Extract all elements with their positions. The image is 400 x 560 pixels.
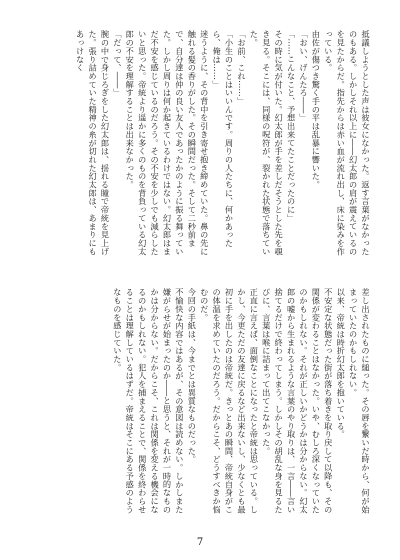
dialogue-line: 「おい、げんたろ――」 bbox=[298, 30, 309, 122]
paragraph: 迷うように、その背中を引き寄せ抱き締めていた。鼻の先に触れる髪の香りがした。その瞬間だった。そして二秒前まで、自分達は仲の良い友人であったかのように振る舞っていた。しかし周りは何か起きているわけではない。幻太郎はまだ不安を感じているのだろう。その不安を少しでも減らしたいと思った。帝統より遥かに多くのものを背負っている幻太郎の不安を理解することは出来なかった。 bbox=[125, 30, 210, 256]
paragraph: 正直に言えば、面倒なことになったと帝統は思っている。しかし、今更ただの友達に戻るなど出来ないし、少なくとも最初に手を出したのは帝統だ。きっとあの瞬間、帝統自身がこの体温を求めていたのだろう。だからこそ、どうすべきか悩むのだ。 bbox=[199, 288, 260, 514]
paragraph: 由佐が傷つき驚く手の平は乱暴に響いた。 bbox=[311, 30, 322, 189]
paragraph: 腕の中で身じろぎをした幻太郎は、揺れる瞳で帝統を見上げた。張り詰めていた精神の糸が切れた幻太郎は、あまりにもあっけなく bbox=[75, 30, 111, 256]
text-block-upper bbox=[32, 30, 372, 262]
dialogue-line: 「……こんなこと、予想出来てたことだったのに」 bbox=[286, 30, 297, 223]
paragraph: 今回の手紙は、今までとは異質なものだった。 bbox=[187, 288, 198, 464]
dialogue-line: 「お前、これ……」 bbox=[236, 30, 247, 106]
dialogue-line: 「だって、――」 bbox=[112, 30, 123, 97]
paragraph: 抵議しようとした声は彼女になかった。返す言葉がなかったのもある。しかしそれ以上に――幻太郎の肩が震えているのを見たからだ。指先からは赤い血が流れ出し、床に染みを作っている。 bbox=[323, 30, 371, 256]
page-number: 7 bbox=[196, 537, 204, 548]
paragraph: その時に気が付いた。幻太郎が手を差しだそうとした先を覗き見る。そこには、同様の呪符が、裂かれた状態で落ちていた。 bbox=[249, 30, 285, 256]
paragraph: 以来、帝統は時折幻太郎を抱いている。 bbox=[336, 288, 347, 439]
text-block-lower bbox=[32, 288, 372, 520]
paragraph: 不愉快な内容ではあるが、その意図は読めない。しかしまた嫌がらせが始まったのか――と思うと、それが一時的なものかは分からない。だからこそ、これは関係を変える機会になるのかもしれない。犯人を捕まえることで、関係を終わらせることは理解しているはずだ。帝統はそこにある予感のようなものを感じていた。 bbox=[112, 288, 185, 514]
paragraph: 不安定な状態だった街が落ち着きを取り戻して以降も、その関係が変わることはなかった。いや、むしろ深くなっていたのかもしれない。それが正しいかどうかは分からない。幻太郎の嘘から生まれるような言葉のやり取りは、一言――言い捨てるだけで終わってしまう。しかしその胡乱な身を見るたびに、言葉は喉に詰まって出てこなかった。 bbox=[261, 288, 334, 514]
paragraph: 差し出されたものに縋った。その唇を繋いだ時から、何が始まっていたのかもしれない。 bbox=[348, 288, 371, 514]
dialogue-line: 「小生のことはいいんです。周りの人たちに、何かあったら、俺は……」 bbox=[212, 30, 235, 248]
